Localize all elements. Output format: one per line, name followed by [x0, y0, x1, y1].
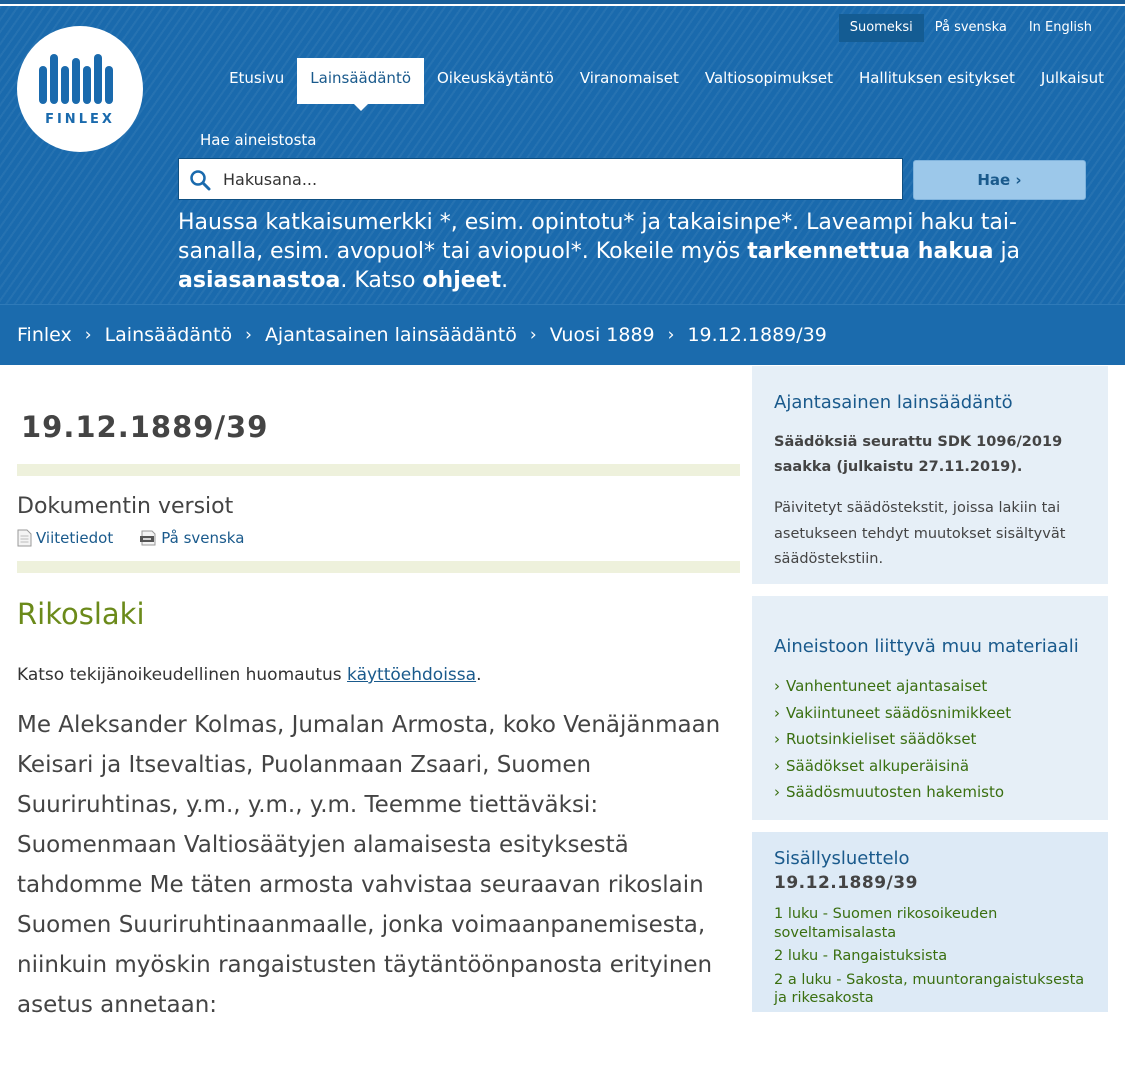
copyright-note-end: .	[476, 665, 482, 685]
divider	[17, 464, 740, 476]
related-link-vanhentuneet[interactable]	[774, 673, 1086, 700]
swedish-version-label: På svenska	[161, 529, 245, 547]
main-nav	[216, 58, 1117, 104]
document-icon	[17, 529, 32, 547]
document-title: 19.12.1889/39	[21, 410, 269, 444]
nav-etusivu[interactable]: Etusivu	[229, 69, 285, 87]
divider	[17, 561, 740, 573]
related-link-ruotsinkieliset[interactable]	[774, 726, 1086, 753]
breadcrumb	[0, 304, 1125, 365]
toc-item-chapter-2a[interactable]: 2 a luku - Sakosta, muuntorangaistuksesta ja rikesakosta	[774, 971, 1085, 1006]
breadcrumb-finlex[interactable]: Finlex	[17, 324, 72, 346]
breadcrumb-current: 19.12.1889/39	[687, 324, 827, 346]
search-input[interactable]	[221, 165, 885, 193]
chevron-right-icon: ›	[774, 677, 780, 695]
breadcrumb-separator: ›	[84, 325, 92, 345]
main-content	[17, 366, 740, 1025]
search-button[interactable]: Hae ›	[913, 160, 1086, 200]
nav-oikeuskaytanto[interactable]: Oikeuskäytäntö	[437, 69, 554, 87]
version-links	[17, 529, 740, 547]
viitetiedot-link[interactable]	[17, 529, 113, 547]
search-label: Hae aineistosta	[200, 131, 317, 149]
instructions-link[interactable]: ohjeet	[422, 268, 502, 293]
chevron-right-icon: ›	[774, 703, 780, 722]
nav-julkaisut[interactable]: Julkaisut	[1040, 69, 1104, 87]
related-link-hakemisto[interactable]	[774, 779, 1086, 806]
related-link-label: Säädösmuutosten hakemisto	[786, 783, 1005, 801]
chevron-right-icon: ›	[774, 756, 780, 775]
breadcrumb-lainsaadanto[interactable]: Lainsäädäntö	[104, 324, 233, 346]
copyright-note-text: Katso tekijänoikeudellinen huomautus	[17, 665, 348, 685]
related-link-label: Vakiintuneet säädösnimikkeet	[786, 703, 1012, 722]
related-material-box	[752, 596, 1108, 820]
sidebar	[752, 366, 1108, 1012]
related-link-label: Säädökset alkuperäisinä	[786, 756, 970, 775]
breadcrumb-year[interactable]: Vuosi 1889	[549, 324, 655, 346]
swedish-version-link[interactable]	[139, 529, 244, 547]
table-of-contents-box	[752, 832, 1108, 1012]
nav-hallituksen-esitykset[interactable]: Hallituksen esitykset	[858, 69, 1015, 87]
breadcrumb-separator: ›	[529, 325, 537, 345]
chevron-right-icon: ›	[774, 730, 780, 748]
breadcrumb-separator: ›	[667, 325, 675, 345]
search-box	[178, 158, 903, 200]
logo-wordmark: FINLEX	[45, 112, 115, 127]
copyright-note	[17, 665, 740, 685]
lang-english[interactable]: In English	[1028, 20, 1092, 35]
chevron-right-icon: ›	[774, 783, 780, 801]
thesaurus-link[interactable]: asiasanastoa	[178, 268, 341, 293]
logo-pillars-icon	[39, 52, 121, 108]
search-icon	[189, 169, 211, 191]
search-hint	[178, 208, 1078, 295]
current-legislation-box	[752, 366, 1108, 584]
related-link-label: Ruotsinkieliset säädökset	[786, 730, 977, 748]
viitetiedot-label: Viitetiedot	[36, 529, 114, 547]
hint-text-4: .	[501, 268, 509, 293]
finlex-logo[interactable]	[17, 26, 143, 152]
toc-title: Sisällysluettelo	[774, 848, 910, 869]
terms-link[interactable]: käyttöehdoissa	[347, 665, 477, 685]
toc-item-chapter-1[interactable]: 1 luku - Suomen rikosoikeuden soveltamisalasta	[774, 906, 998, 941]
law-preamble: Me Aleksander Kolmas, Jumalan Armosta, koko Venäjänmaan Keisari ja Itsevaltias, Puolanmaan Zsaari, Suomen Suuriruhtinas, y.m., y.m., y.m. Teemme tiettäväksi: Suomenmaan Valtiosäätyjen alamaisesta esityksestä tahdomme Me täten armosta vahvistaa seuraavan rikoslain Suomen Suuriruhtinaanmaalle, jonka voimaanpanemisesta, niinkuin myöskin rangaistusten täytäntöönpanosta erityinen asetus annetaan:	[17, 712, 721, 1018]
swedish-document-icon	[139, 530, 157, 546]
versions-title: Dokumentin versiot	[17, 494, 234, 519]
related-link-nimikkeet[interactable]	[774, 700, 1086, 727]
related-link-alkuperaisina[interactable]	[774, 753, 1086, 780]
breadcrumb-ajantasainen[interactable]: Ajantasainen lainsäädäntö	[264, 324, 517, 346]
related-material-list	[774, 673, 1086, 806]
related-material-title: Aineistoon liittyvä muu materiaali	[774, 636, 1079, 657]
toc-subtitle: 19.12.1889/39	[774, 873, 918, 893]
current-legislation-title: Ajantasainen lainsäädäntö	[774, 392, 1013, 413]
breadcrumb-separator: ›	[245, 325, 252, 345]
law-name: Rikoslaki	[17, 597, 145, 631]
toc-item-chapter-2[interactable]: 2 luku - Rangaistuksista	[774, 948, 948, 964]
site-header	[0, 4, 1125, 304]
nav-viranomaiset[interactable]: Viranomaiset	[579, 69, 679, 87]
lang-swedish[interactable]: På svenska	[934, 20, 1007, 35]
nav-valtiosopimukset[interactable]: Valtiosopimukset	[704, 69, 833, 87]
language-switcher	[839, 14, 1103, 42]
hint-text-2: ja	[993, 239, 1021, 264]
hint-text-3: . Katso	[340, 268, 423, 293]
toc-list	[774, 905, 1086, 1008]
nav-lainsaadanto[interactable]: Lainsäädäntö	[297, 58, 424, 104]
lang-finnish[interactable]: Suomeksi	[839, 14, 924, 42]
current-legislation-description: Päivitetyt säädöstekstit, joissa lakiin tai asetukseen tehdyt muutokset sisältyvät säädöstekstiin.	[774, 500, 1066, 567]
tracking-info: Säädöksiä seurattu SDK 1096/2019 saakka (julkaistu 27.11.2019).	[774, 434, 1063, 475]
related-link-label: Vanhentuneet ajantasaiset	[786, 677, 988, 695]
hint-text-1: Haussa katkaisumerkki *, esim. opintotu* ja takaisinpe*. Laveampi haku tai-sanalla, esim. avopuol* tai aviopuol*. Kokeile myös	[178, 210, 1017, 264]
advanced-search-link[interactable]: tarkennettua hakua	[747, 239, 994, 264]
